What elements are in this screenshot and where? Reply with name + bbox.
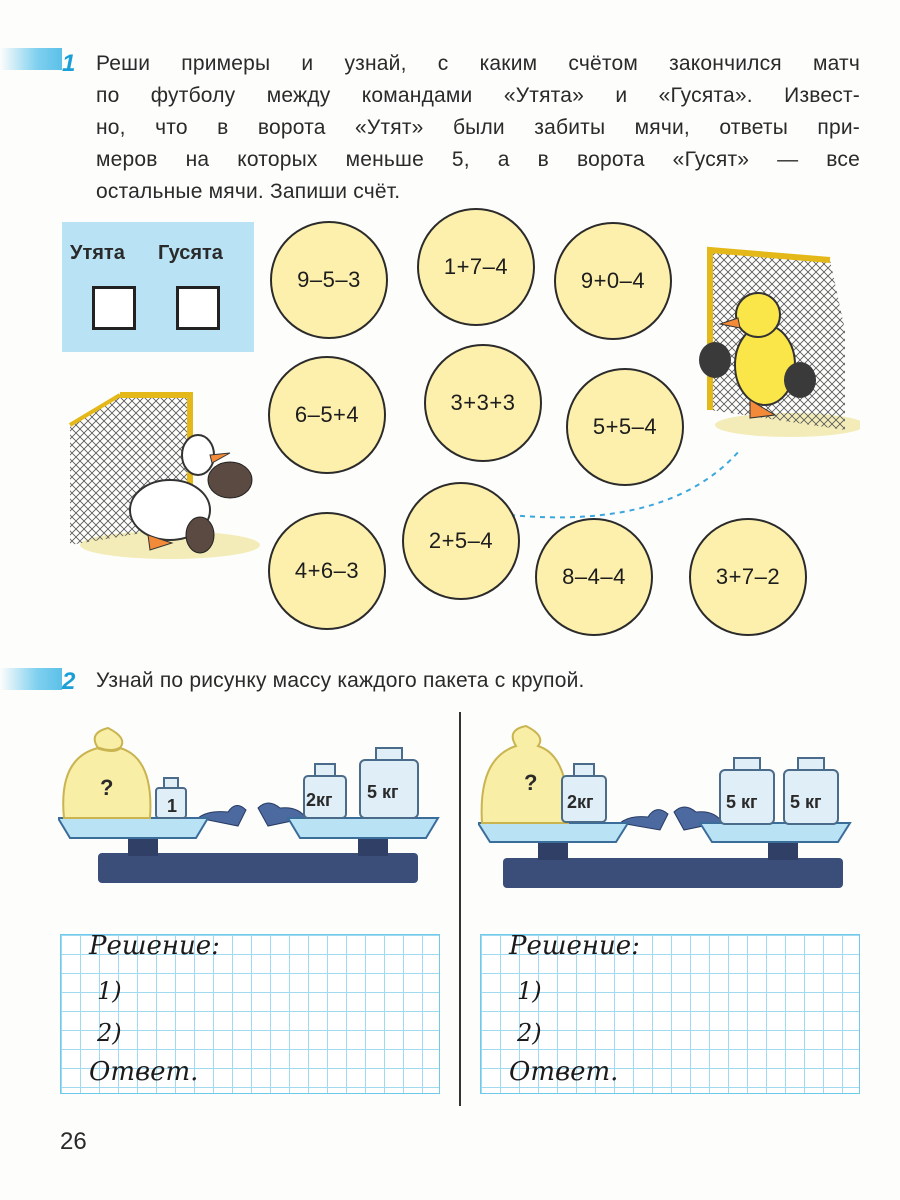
score-box bbox=[62, 222, 254, 352]
task-marker-bar bbox=[0, 48, 62, 70]
answer-label: Ответ. bbox=[509, 1057, 619, 1087]
task1-line: остальные мячи. Запиши счёт. bbox=[96, 180, 401, 203]
task1-line: но, что в ворота «Утят» были забиты мячи, ответы при- bbox=[96, 116, 860, 139]
score-label-goslings: Гусята bbox=[158, 242, 223, 264]
solution-label: Решение: bbox=[509, 931, 640, 961]
weight-label: 5 кг bbox=[790, 792, 822, 812]
bag-unknown-mass: ? bbox=[524, 770, 538, 795]
score-input-ducklings[interactable] bbox=[92, 286, 136, 330]
task2-text: Узнай по рисунку массу каждого пакета с крупой. bbox=[96, 669, 585, 692]
goose-goalkeeper-illustration bbox=[60, 385, 260, 565]
weight-label: 5 кг bbox=[726, 792, 758, 812]
ball-example: 6–5+4 bbox=[268, 356, 386, 474]
ball-example: 4+6–3 bbox=[268, 512, 386, 630]
weight-label: 2кг bbox=[567, 792, 594, 812]
task-number: 1 bbox=[62, 50, 76, 77]
task1-line: по футболу между командами «Утята» и «Гусята». Извест- bbox=[96, 84, 860, 107]
ball-example: 2+5–4 bbox=[402, 482, 520, 600]
ball-example: 3+7–2 bbox=[689, 518, 807, 636]
task1-text bbox=[96, 48, 860, 208]
step-two-label: 2) bbox=[97, 1019, 122, 1047]
task1-line: Реши примеры и узнай, с каким счётом закончился матч bbox=[96, 52, 860, 75]
ball-example: 5+5–4 bbox=[566, 368, 684, 486]
duckling-goalkeeper-illustration bbox=[680, 240, 860, 440]
weight-label: 1 bbox=[167, 796, 178, 816]
column-divider bbox=[459, 712, 461, 1106]
page-number: 26 bbox=[60, 1128, 87, 1155]
step-one-label: 1) bbox=[517, 977, 542, 1005]
ball-example: 9–5–3 bbox=[270, 221, 388, 339]
step-one-label: 1) bbox=[97, 977, 122, 1005]
weight-label: 2кг bbox=[306, 790, 333, 810]
score-label-ducklings: Утята bbox=[70, 242, 125, 264]
answer-label: Ответ. bbox=[89, 1057, 199, 1087]
step-two-label: 2) bbox=[517, 1019, 542, 1047]
left-solution-grid[interactable] bbox=[60, 931, 440, 1094]
weight-label: 5 кг bbox=[367, 782, 399, 802]
ball-example: 1+7–4 bbox=[417, 208, 535, 326]
right-solution-grid[interactable] bbox=[480, 931, 860, 1094]
bag-unknown-mass: ? bbox=[100, 775, 114, 800]
score-input-goslings[interactable] bbox=[176, 286, 220, 330]
task-marker-bar bbox=[0, 668, 62, 690]
task1-line: меров на которых меньше 5, а в ворота «Гусят» — все bbox=[96, 148, 860, 171]
ball-example: 3+3+3 bbox=[424, 344, 542, 462]
ball-example: 9+0–4 bbox=[554, 222, 672, 340]
left-scale-illustration bbox=[58, 718, 448, 898]
solution-label: Решение: bbox=[89, 931, 220, 961]
task-number: 2 bbox=[62, 668, 76, 695]
ball-example: 8–4–4 bbox=[535, 518, 653, 636]
